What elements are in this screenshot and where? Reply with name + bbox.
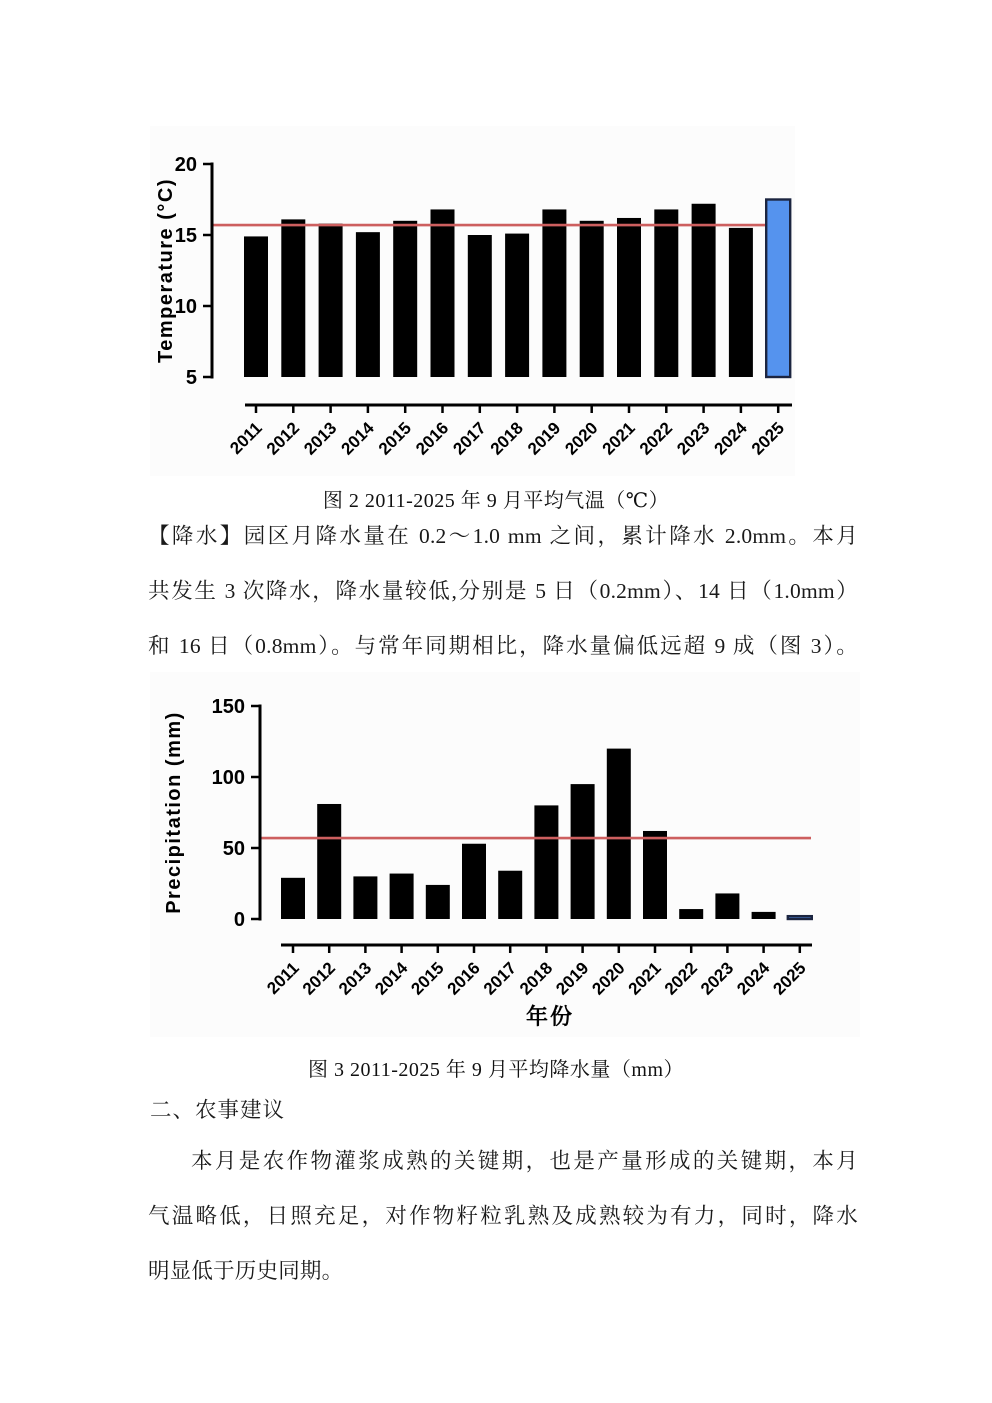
- x-axis-tick-label: 2012: [298, 958, 340, 999]
- x-axis-tick-label: 2020: [561, 418, 602, 459]
- bar-2020: [607, 749, 631, 919]
- x-axis-tick-label: 2022: [660, 958, 702, 999]
- y-axis-tick-label: 50: [222, 838, 245, 860]
- precipitation-chart: [150, 672, 860, 1037]
- bar-2013: [353, 876, 377, 919]
- x-axis-tick-label: 2015: [407, 958, 448, 999]
- precipitation-chart-svg: [150, 672, 860, 1037]
- y-axis-tick-label: 10: [174, 296, 197, 318]
- x-axis-tick-label: 2023: [697, 958, 738, 999]
- bar-2017: [468, 235, 492, 377]
- x-axis-tick-label: 2025: [769, 958, 810, 999]
- bar-2020: [580, 221, 604, 377]
- x-axis-tick-label: 2019: [524, 418, 565, 459]
- y-axis-tick-label: 150: [211, 696, 245, 718]
- bar-2021: [643, 831, 667, 919]
- bar-2022: [654, 209, 678, 377]
- x-axis-tick-label: 2014: [371, 958, 412, 999]
- advice-paragraph-line-2: 气温略低，日照充足，对作物籽粒乳熟及成熟较为有力，同时，降水: [148, 1204, 858, 1228]
- bar-2016: [462, 844, 486, 919]
- x-axis-tick-label: 2011: [263, 958, 303, 998]
- x-axis-tick-label: 2021: [624, 958, 665, 999]
- precipitation-paragraph: [148, 509, 858, 674]
- figure3-caption: 图 3 2011-2025 年 9 月平均降水量（mm）: [307, 1059, 685, 1081]
- highlight-bar-2025: [788, 916, 812, 919]
- bar-2018: [534, 805, 558, 919]
- precipitation-paragraph-line-3: 和 16 日（0.8mm）。与常年同期相比，降水量偏低远超 9 成（图 3）。: [148, 634, 858, 658]
- x-axis-tick-label: 2016: [412, 418, 453, 459]
- bar-2015: [426, 885, 450, 919]
- y-axis-title: Precipitation (mm): [163, 711, 185, 914]
- advice-paragraph-line-1: 本月是农作物灌浆成熟的关键期，也是产量形成的关键期，本月: [191, 1149, 858, 1173]
- x-axis-tick-label: 2012: [262, 418, 304, 459]
- bar-2024: [729, 228, 753, 377]
- y-axis-tick-label: 5: [185, 367, 197, 389]
- y-axis-tick-label: 20: [174, 154, 197, 176]
- temperature-chart-svg: [150, 126, 795, 476]
- x-axis-tick-label: 2018: [486, 418, 527, 459]
- x-axis-tick-label: 2023: [673, 418, 714, 459]
- bar-2011: [281, 878, 305, 919]
- x-axis-tick-label: 2018: [516, 958, 557, 999]
- x-axis-tick-label: 2024: [710, 418, 751, 459]
- x-axis-tick-label: 2015: [374, 418, 416, 459]
- x-axis-tick-label: 2025: [747, 418, 789, 459]
- bar-2023: [715, 893, 739, 919]
- x-axis-title: 年份: [525, 1004, 575, 1029]
- precipitation-paragraph-line-1: 【降水】园区月降水量在 0.2～1.0 mm 之间，累计降水 2.0mm。本月: [148, 524, 858, 548]
- bar-2018: [505, 234, 529, 377]
- bar-2016: [431, 209, 455, 377]
- precipitation-paragraph-line-2: 共发生 3 次降水，降水量较低,分别是 5 日（0.2mm）、14 日（1.0mm）: [148, 579, 858, 603]
- bar-2011: [244, 236, 268, 377]
- x-axis-tick-label: 2011: [226, 418, 266, 458]
- y-axis-tick-label: 0: [233, 909, 245, 931]
- bar-2021: [617, 218, 641, 377]
- x-axis-tick-label: 2016: [443, 958, 484, 999]
- x-axis-tick-label: 2019: [552, 958, 593, 999]
- bar-2012: [281, 219, 305, 377]
- temperature-chart: [150, 126, 795, 476]
- x-axis-tick-label: 2014: [337, 418, 378, 459]
- bar-2019: [571, 784, 595, 919]
- bar-2023: [692, 204, 716, 377]
- y-axis-tick-label: 15: [174, 225, 197, 247]
- x-axis-tick-label: 2017: [449, 418, 490, 459]
- bar-2013: [319, 224, 343, 377]
- bar-2017: [498, 871, 522, 919]
- x-axis-tick-label: 2024: [733, 958, 774, 999]
- highlight-bar-2025: [766, 200, 790, 378]
- advice-paragraph-line-3: 明显低于历史同期。: [148, 1259, 344, 1283]
- bar-2014: [356, 232, 380, 377]
- bar-2015: [393, 221, 417, 377]
- x-axis-tick-label: 2020: [588, 958, 629, 999]
- bar-2022: [679, 909, 703, 919]
- x-axis-tick-label: 2017: [479, 958, 521, 999]
- advice-section-heading: 二、农事建议: [150, 1098, 286, 1122]
- advice-paragraph: [148, 1134, 858, 1299]
- bar-2014: [390, 874, 414, 919]
- bar-2019: [542, 209, 566, 377]
- bar-2024: [752, 912, 776, 919]
- x-axis-tick-label: 2022: [635, 418, 677, 459]
- figure2-caption: 图 2 2011-2025 年 9 月平均气温（℃）: [322, 490, 670, 512]
- bar-2012: [317, 804, 341, 919]
- x-axis-tick-label: 2013: [335, 958, 376, 999]
- y-axis-title: Temperature (°C): [155, 178, 177, 363]
- y-axis-tick-label: 100: [211, 767, 245, 789]
- x-axis-tick-label: 2021: [598, 418, 639, 459]
- x-axis-tick-label: 2013: [300, 418, 341, 459]
